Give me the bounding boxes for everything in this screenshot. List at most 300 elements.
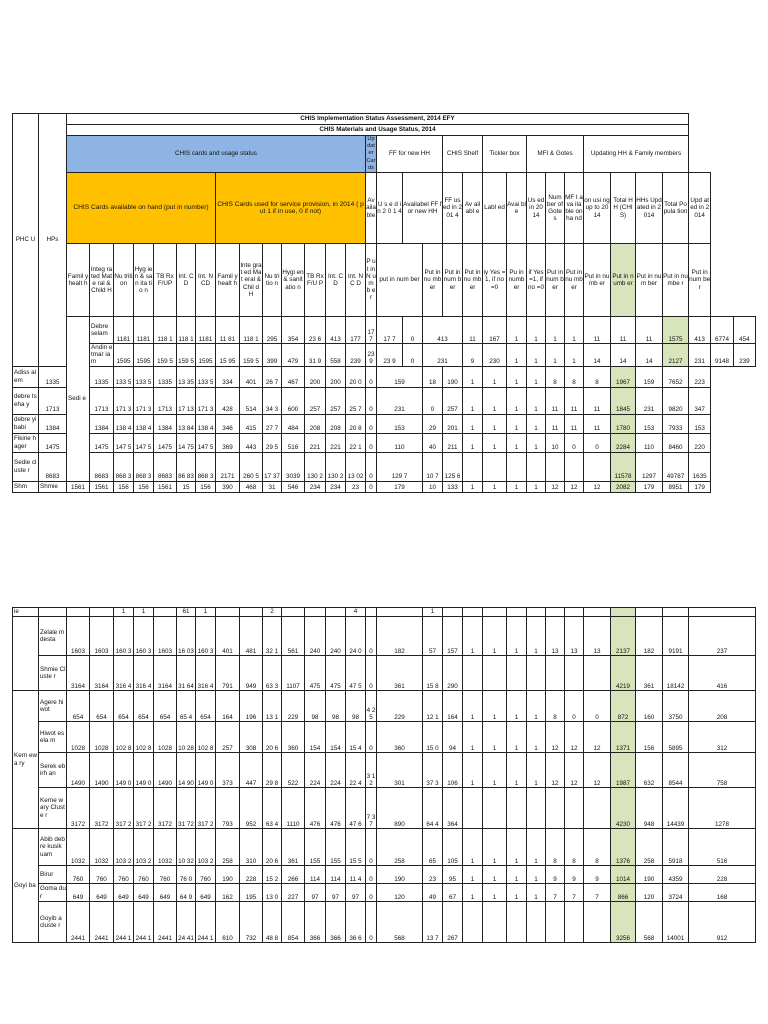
hp-name: Debre selam — [90, 317, 114, 344]
data-cell: 231 — [636, 387, 663, 414]
data-cell: 1384 — [154, 414, 177, 433]
data-cell: 516 — [689, 829, 756, 866]
data-cell: 1032 — [67, 829, 90, 866]
chis-shelf-header: CHIS Shelf — [443, 136, 483, 173]
column-header: put in num ber — [377, 244, 423, 317]
data-cell: 153 — [689, 414, 711, 433]
data-cell: 153 — [377, 414, 423, 433]
data-cell: 7 3 7 — [366, 788, 377, 829]
data-cell — [527, 608, 546, 617]
data-cell: 1987 — [611, 753, 636, 788]
hp-name: Abib debre kusik uam — [39, 829, 67, 866]
data-cell: 475 — [326, 656, 346, 691]
data-cell: 147 5 — [196, 433, 216, 452]
data-cell: 1 — [463, 617, 483, 656]
column-header: Pu in numb er — [507, 244, 527, 317]
table-row — [13, 866, 756, 884]
data-cell: 1 — [546, 317, 565, 344]
data-cell: 149 0 — [134, 753, 154, 788]
data-cell: 240 — [305, 617, 326, 656]
data-cell: 1032 — [90, 829, 114, 866]
data-cell — [546, 608, 565, 617]
data-cell: 200 — [326, 366, 346, 387]
data-cell: 1561 — [154, 481, 177, 492]
data-cell: 12 — [565, 753, 584, 788]
data-cell: 29 — [423, 414, 443, 433]
data-cell: 4230 — [611, 788, 636, 829]
column-header: Put in numb er — [611, 244, 636, 317]
data-cell: 1 — [483, 829, 507, 866]
data-cell: 476 — [305, 788, 326, 829]
data-cell: 160 3 — [134, 617, 154, 656]
data-cell: 4 — [346, 608, 366, 617]
data-cell: 102 8 — [196, 722, 216, 753]
data-cell: 125 6 — [443, 452, 463, 481]
data-cell: 230 — [483, 344, 507, 367]
hp-name: Shmie Cluste r — [39, 656, 67, 691]
data-cell: 8951 — [663, 481, 689, 492]
data-cell: 361 — [377, 656, 423, 691]
data-cell: 1475 — [90, 433, 114, 452]
data-cell: 484 — [282, 414, 305, 433]
data-cell: 1 — [507, 317, 527, 344]
data-cell: 110 — [636, 433, 663, 452]
data-cell: 317 2 — [114, 788, 134, 829]
data-cell: 0 — [584, 433, 611, 452]
data-cell: 49787 — [663, 452, 689, 481]
data-cell: 1 — [507, 387, 527, 414]
data-cell: 12 — [584, 753, 611, 788]
data-cell: 479 — [282, 344, 305, 367]
data-cell: 147 5 — [114, 433, 134, 452]
data-cell: 154 — [326, 722, 346, 753]
table-row — [13, 691, 756, 722]
data-cell: 154 — [305, 722, 326, 753]
data-cell: 10 — [546, 433, 565, 452]
data-cell: 29 8 — [263, 753, 282, 788]
table-row — [13, 617, 756, 656]
data-cell: 3172 — [154, 788, 177, 829]
data-cell: 12 — [546, 481, 565, 492]
data-cell: 3164 — [67, 656, 90, 691]
data-cell: 0 — [366, 387, 377, 414]
data-cell: 24 41 — [177, 902, 196, 943]
data-cell: 103 2 — [114, 829, 134, 866]
data-cell: 0 — [366, 617, 377, 656]
data-cell: 401 — [240, 366, 263, 387]
data-cell: 234 — [326, 481, 346, 492]
data-cell: 20 8 — [346, 414, 366, 433]
table-row — [13, 608, 756, 617]
data-cell: 649 — [67, 884, 90, 902]
data-cell: 11 — [546, 387, 565, 414]
data-cell: 952 — [240, 788, 263, 829]
data-cell: 40 — [423, 433, 443, 452]
data-cell: 8683 — [154, 452, 177, 481]
data-cell: 27 7 — [263, 414, 282, 433]
data-cell: 316 4 — [196, 656, 216, 691]
data-cell: 760 — [114, 866, 134, 884]
data-cell: 11 — [546, 414, 565, 433]
column-header: Nu triti on — [114, 244, 134, 317]
data-cell: 11 — [463, 317, 483, 344]
cards-usage-header: CHIS cards and usage status — [67, 136, 366, 173]
data-cell: 522 — [282, 753, 305, 788]
data-cell: 1575 — [663, 317, 689, 344]
available-ff-header: Availabel FF for new HH — [403, 173, 443, 244]
data-cell: 0 — [423, 387, 443, 414]
hp-name: Shmie — [39, 481, 67, 492]
total-population-header: Total Popula tion — [663, 173, 689, 244]
data-cell: 11 — [584, 387, 611, 414]
data-cell: 129 7 — [377, 452, 423, 481]
data-cell: 4 2 5 — [366, 691, 377, 722]
data-cell: 257 — [305, 387, 326, 414]
data-cell: 229 — [377, 691, 423, 722]
data-cell: 475 — [305, 656, 326, 691]
data-cell — [527, 788, 546, 829]
column-header: Put in num ber — [546, 244, 565, 317]
data-cell: 1595 — [114, 344, 134, 367]
data-cell: 1028 — [90, 722, 114, 753]
data-cell: 1 — [463, 366, 483, 387]
data-cell: 4359 — [663, 866, 689, 884]
data-cell: 200 — [305, 366, 326, 387]
data-cell: 1475 — [39, 433, 67, 452]
data-cell: 732 — [240, 902, 263, 943]
data-cell: 1 — [507, 481, 527, 492]
data-cell — [483, 608, 507, 617]
data-cell: 159 5 — [154, 344, 177, 367]
data-cell: 481 — [240, 617, 263, 656]
data-cell: 1 — [463, 866, 483, 884]
data-cell: 2127 — [663, 344, 689, 367]
data-cell: 179 — [689, 481, 711, 492]
data-cell: 257 — [443, 387, 463, 414]
data-cell: 1384 — [39, 414, 67, 433]
data-cell: 12 — [546, 722, 565, 753]
data-cell: 1 — [565, 317, 584, 344]
data-cell — [463, 902, 483, 943]
data-cell: 1713 — [154, 387, 177, 414]
column-header: Int. CD — [326, 244, 346, 317]
data-cell: 114 — [326, 866, 346, 884]
data-cell: 14 90 — [177, 753, 196, 788]
data-cell: 160 3 — [196, 617, 216, 656]
data-cell — [463, 656, 483, 691]
data-cell: 9 — [584, 866, 611, 884]
data-cell: 654 — [196, 691, 216, 722]
data-cell: 208 — [305, 414, 326, 433]
data-cell: 258 — [636, 829, 663, 866]
data-cell: 1 — [507, 884, 527, 902]
data-cell: 211 — [443, 433, 463, 452]
data-cell: 1181 — [134, 317, 154, 344]
data-cell — [483, 788, 507, 829]
data-cell: 159 5 — [177, 344, 196, 367]
data-cell: 1713 — [90, 387, 114, 414]
data-cell: 179 — [636, 481, 663, 492]
data-cell: 11 4 — [346, 866, 366, 884]
column-header: Int. NC D — [346, 244, 366, 317]
data-cell: 4219 — [611, 656, 636, 691]
phcu-name: ie — [13, 608, 39, 617]
table-row — [13, 387, 756, 414]
data-cell: 1 — [463, 481, 483, 492]
data-cell: 791 — [216, 656, 240, 691]
data-cell: 373 — [216, 753, 240, 788]
data-cell: 155 — [305, 829, 326, 866]
column-header: if Yes =1, if no =0 — [527, 244, 546, 317]
data-cell: 239 — [346, 344, 366, 367]
data-cell: 568 — [636, 902, 663, 943]
data-cell: 14 — [611, 344, 636, 367]
data-cell — [527, 902, 546, 943]
column-header: Put in nu mb er — [565, 244, 584, 317]
data-cell — [282, 608, 305, 617]
data-cell: 301 — [377, 753, 423, 788]
table-row — [13, 317, 756, 344]
data-cell: 1 — [463, 829, 483, 866]
data-cell: 159 — [636, 366, 663, 387]
data-cell: 868 3 — [114, 452, 134, 481]
data-cell: 1595 — [134, 344, 154, 367]
data-cell: 1 — [483, 884, 507, 902]
data-cell: 177 — [366, 317, 377, 344]
data-cell: 190 — [636, 866, 663, 884]
data-cell — [483, 656, 507, 691]
data-cell: 95 — [443, 866, 463, 884]
data-cell: 1 — [463, 722, 483, 753]
data-cell: 195 — [240, 884, 263, 902]
data-cell: 1 — [483, 387, 507, 414]
data-cell: 167 — [483, 317, 507, 344]
data-cell: 23 — [423, 866, 443, 884]
data-cell: 1 — [507, 829, 527, 866]
column-header: Famil y healt h — [67, 244, 90, 317]
data-cell: 1297 — [636, 452, 663, 481]
data-cell: 234 — [305, 481, 326, 492]
data-cell: 1780 — [611, 414, 636, 433]
data-cell: 8 — [565, 829, 584, 866]
data-cell — [366, 608, 377, 617]
data-cell: 8683 — [90, 452, 114, 481]
data-cell: 13 84 — [177, 414, 196, 433]
data-cell: 1 — [507, 691, 527, 722]
data-cell: 239 — [366, 344, 377, 367]
data-cell: 290 — [443, 656, 463, 691]
data-cell: 308 — [240, 722, 263, 753]
data-cell: 401 — [216, 617, 240, 656]
data-cell: 98 — [346, 691, 366, 722]
data-cell: 76 0 — [177, 866, 196, 884]
table-row — [13, 753, 756, 788]
data-cell — [216, 608, 240, 617]
data-cell: 196 — [240, 691, 263, 722]
data-cell — [584, 452, 611, 481]
table-row — [13, 788, 756, 829]
data-cell: 18142 — [663, 656, 689, 691]
data-cell: 3724 — [663, 884, 689, 902]
table-row — [13, 344, 756, 367]
data-cell: 64 9 — [177, 884, 196, 902]
data-cell: 31 72 — [177, 788, 196, 829]
data-cell: 16 03 — [177, 617, 196, 656]
data-cell: 17 7 — [377, 317, 403, 344]
data-cell: 105 — [443, 829, 463, 866]
data-cell: 97 — [326, 884, 346, 902]
data-cell: 10 — [423, 481, 443, 492]
data-cell: 1 — [527, 344, 546, 367]
data-cell: 10 7 — [423, 452, 443, 481]
data-cell: 1 — [483, 481, 507, 492]
data-cell: 1967 — [611, 366, 636, 387]
data-cell: 171 3 — [114, 387, 134, 414]
num-gotes-header: Num ber of Gote s — [546, 173, 565, 244]
data-cell: 0 — [565, 691, 584, 722]
data-cell: 0 — [366, 366, 377, 387]
data-cell — [546, 452, 565, 481]
data-cell: 1 — [483, 366, 507, 387]
data-cell — [546, 788, 565, 829]
data-cell: 316 4 — [114, 656, 134, 691]
data-cell: 228 — [689, 866, 756, 884]
data-cell — [565, 656, 584, 691]
labled-header: Labl ed — [483, 173, 507, 244]
data-cell: 10 28 — [177, 722, 196, 753]
data-cell: 221 — [305, 433, 326, 452]
data-cell: 2 — [263, 608, 282, 617]
data-cell: 168 — [689, 884, 756, 902]
shelf-available-header: Av ail abl e — [463, 173, 483, 244]
data-cell: 12 — [584, 722, 611, 753]
column-header: Int. CD — [177, 244, 196, 317]
data-cell: 1 — [463, 691, 483, 722]
data-cell: 9 — [565, 866, 584, 884]
used-for-service-header: CHIS Cards used for service provision, in 2014 ( put 1 if in use, 0 if not) — [216, 173, 366, 244]
data-cell: 156 — [114, 481, 134, 492]
data-cell: 1371 — [611, 722, 636, 753]
hhs-updated-header: HHs Upd ated in 2014 — [636, 173, 663, 244]
data-cell: 1 — [507, 366, 527, 387]
data-cell: 1335 — [154, 366, 177, 387]
data-cell: 63 4 — [263, 788, 282, 829]
data-cell: 316 4 — [134, 656, 154, 691]
data-cell: 649 — [114, 884, 134, 902]
data-cell: 1384 — [90, 414, 114, 433]
data-cell — [507, 656, 527, 691]
data-cell: 516 — [282, 433, 305, 452]
data-cell: 3172 — [67, 788, 90, 829]
data-cell: 64 4 — [423, 788, 443, 829]
data-cell: 149 0 — [196, 753, 216, 788]
tickler-available-header: Avai ble — [507, 173, 527, 244]
data-cell: 106 — [443, 753, 463, 788]
data-cell: 18 — [423, 366, 443, 387]
data-cell: 868 3 — [196, 452, 216, 481]
column-header: Famil y healt h — [216, 244, 240, 317]
data-cell — [240, 608, 263, 617]
hp-name: Fikirie hager — [13, 433, 39, 452]
data-cell — [305, 608, 326, 617]
data-cell — [565, 902, 584, 943]
data-cell: 29 5 — [263, 433, 282, 452]
data-cell: 760 — [154, 866, 177, 884]
title-row2: CHIS Materials and Usage Status, 2014 — [67, 125, 689, 136]
data-cell: 1 — [527, 617, 546, 656]
data-cell: 1 — [527, 433, 546, 452]
data-cell: 1335 — [39, 366, 67, 387]
data-cell: 868 3 — [134, 452, 154, 481]
column-header: Put in num ber — [689, 244, 711, 317]
data-cell: 1 — [483, 433, 507, 452]
data-cell: 31 9 — [305, 344, 326, 367]
column-header: Put in num ber — [636, 244, 663, 317]
data-cell: 1 — [527, 481, 546, 492]
data-cell: 244 1 — [134, 902, 154, 943]
data-cell: 102 8 — [134, 722, 154, 753]
data-cell: 0 — [366, 884, 377, 902]
data-cell: 15 0 — [423, 722, 443, 753]
data-cell: 2284 — [611, 433, 636, 452]
hp-name: Zelale m desta — [39, 617, 67, 656]
data-cell: 649 — [196, 884, 216, 902]
data-cell: 98 — [326, 691, 346, 722]
data-cell: 1028 — [154, 722, 177, 753]
data-cell: 1 — [507, 866, 527, 884]
data-cell: 1 — [507, 344, 527, 367]
data-cell: 266 — [282, 866, 305, 884]
data-cell: 221 — [326, 433, 346, 452]
data-cell: 15 — [177, 481, 196, 492]
hp-name: Kerne wary Cluste r — [39, 788, 67, 829]
data-cell: 1376 — [611, 829, 636, 866]
data-cell — [663, 608, 689, 617]
data-cell: 1 — [423, 608, 443, 617]
data-cell: 8683 — [39, 452, 67, 481]
data-cell: 6774 — [711, 317, 733, 344]
data-cell: 1845 — [611, 387, 636, 414]
data-cell: 1 — [527, 722, 546, 753]
data-cell: 257 — [326, 387, 346, 414]
data-cell: 190 — [377, 866, 423, 884]
data-cell: 8 — [584, 829, 611, 866]
data-cell: 1 — [527, 866, 546, 884]
data-cell: 0 — [584, 691, 611, 722]
data-cell: 1 — [527, 829, 546, 866]
data-cell: 369 — [216, 433, 240, 452]
data-cell: 25 7 — [346, 387, 366, 414]
data-cell: 890 — [377, 788, 423, 829]
data-cell: 416 — [689, 656, 756, 691]
data-cell: 17 37 — [263, 452, 282, 481]
data-cell: 361 — [282, 829, 305, 866]
data-cell: 120 — [377, 884, 423, 902]
data-cell — [527, 656, 546, 691]
data-cell: 231 — [689, 344, 711, 367]
data-cell — [67, 608, 90, 617]
data-cell: 155 — [326, 829, 346, 866]
data-cell: 9191 — [663, 617, 689, 656]
phcu-header: PHC U — [13, 114, 39, 367]
data-cell: 1 — [463, 753, 483, 788]
data-cell: 872 — [611, 691, 636, 722]
data-cell: 1 — [527, 691, 546, 722]
data-cell: 1595 — [196, 344, 216, 367]
data-cell: 1032 — [154, 829, 177, 866]
mfi-on-using-header: on usi ng up to 20 14 — [584, 173, 611, 244]
data-cell: 760 — [134, 866, 154, 884]
